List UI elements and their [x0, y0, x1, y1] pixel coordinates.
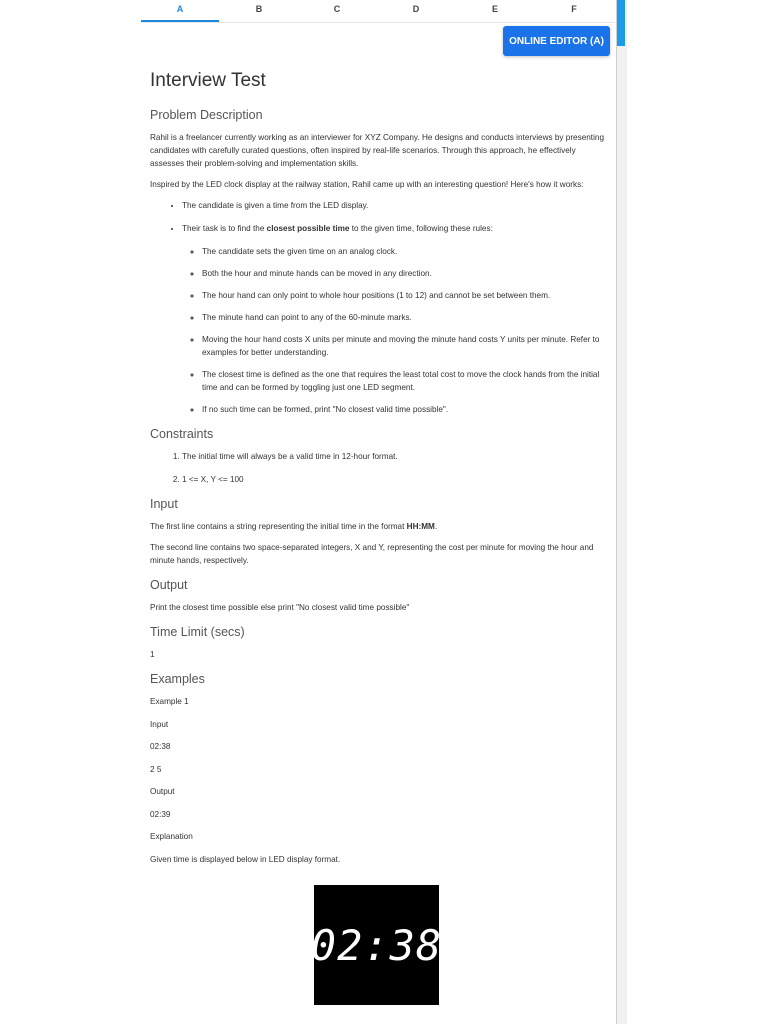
bullet-2-text: Their task is to find the: [182, 224, 267, 233]
tab-e[interactable]: E: [491, 4, 498, 14]
example-label: Example 1: [150, 697, 189, 706]
example-output-label: Output: [150, 787, 175, 796]
tab-f[interactable]: F: [571, 4, 577, 14]
bullet-item-1: • The candidate is given a time from the LED display.: [182, 199, 605, 212]
output-heading: Output: [150, 578, 188, 592]
example-input-line-1: 02:38: [150, 742, 171, 751]
example-explanation-label: Explanation: [150, 832, 193, 841]
tab-d[interactable]: D: [412, 4, 420, 14]
rule-item: ◦ The candidate sets the given time on an analog clock.: [202, 245, 605, 258]
constraints-heading: Constraints: [150, 427, 214, 441]
tab-a[interactable]: A: [141, 0, 219, 22]
scrollbar-thumb[interactable]: [617, 0, 625, 46]
input-format-bold: HH:MM: [406, 522, 435, 531]
problem-description-heading: Problem Description: [150, 108, 263, 122]
constraint-item: 1. The initial time will always be a valid time in 12-hour format.: [182, 450, 605, 463]
rule-item: ◦ The hour hand can only point to whole hour positions (1 to 12) and cannot be set between them.: [202, 289, 605, 302]
input-heading: Input: [150, 497, 178, 511]
input-p1-text: The first line contains a string representing the initial time in the format: [150, 522, 407, 531]
problem-panel: [141, 0, 615, 1024]
constraint-item: 2. 1 <= X, Y <= 100: [182, 473, 605, 486]
output-paragraph: Print the closest time possible else print "No closest valid time possible": [150, 603, 410, 612]
page-title: Interview Test: [150, 70, 266, 91]
example-block: [150, 695, 605, 866]
bullet-2-text-end: to the given time, following these rules:: [349, 224, 493, 233]
problem-content: [150, 68, 605, 1015]
input-paragraph-1: [150, 520, 605, 533]
rule-item: ◦ If no such time can be formed, print "No closest valid time possible".: [202, 403, 605, 416]
rules-list: [182, 245, 605, 416]
tab-c[interactable]: C: [333, 4, 341, 14]
example-input-line-2: 2 5: [150, 764, 162, 774]
input-paragraph-2: The second line contains two space-separated integers, X and Y, representing the cost per minute for moving the hour and minute hands, respectively.: [150, 543, 594, 565]
problem-paragraph-2: Inspired by the LED clock display at the railway station, Rahil came up with an interesting question! Here's how it works:: [150, 180, 584, 189]
online-editor-button[interactable]: ONLINE EDITOR (A): [503, 26, 610, 56]
bullet-item-2: [182, 222, 605, 416]
example-output-value: 02:39: [150, 809, 171, 819]
problem-paragraph-1: Rahil is a freelancer currently working as an interviewer for XYZ Company. He designs and conducts interviews by presenting candidates with carefully curated questions, often inspired by real-life scenarios. Through this approach, he effectively assesses their problem-solving and implementation skills.: [150, 133, 605, 168]
rule-item: ◦ Moving the hour hand costs X units per minute and moving the minute hand costs Y units per minute. Refer to examples for better understanding.: [202, 333, 605, 359]
examples-heading: Examples: [150, 672, 205, 686]
rule-item: ◦ Both the hour and minute hands can be moved in any direction.: [202, 267, 605, 280]
led-display-wrapper: [150, 875, 605, 1015]
led-clock-display: 02:38: [314, 885, 439, 1005]
time-limit-heading: Time Limit (secs): [150, 625, 245, 639]
input-p1-end: .: [434, 522, 438, 531]
bullet-2-bold: closest possible time: [266, 224, 350, 233]
constraints-list: [150, 450, 605, 486]
scrollbar-track[interactable]: [616, 0, 627, 1024]
example-explanation-text: Given time is displayed below in LED display format.: [150, 854, 341, 864]
time-limit-value: 1: [150, 650, 155, 659]
rule-item: ◦ The closest time is defined as the one that requires the least total cost to move the clock hands from the initial time and can be formed by toggling just one LED segment.: [202, 368, 605, 394]
rule-item: ◦ The minute hand can point to any of the 60-minute marks.: [202, 311, 605, 324]
tab-bar: [141, 0, 615, 23]
tab-b[interactable]: B: [255, 4, 263, 14]
example-input-label: Input: [150, 719, 169, 729]
problem-bullet-list: [150, 199, 605, 416]
